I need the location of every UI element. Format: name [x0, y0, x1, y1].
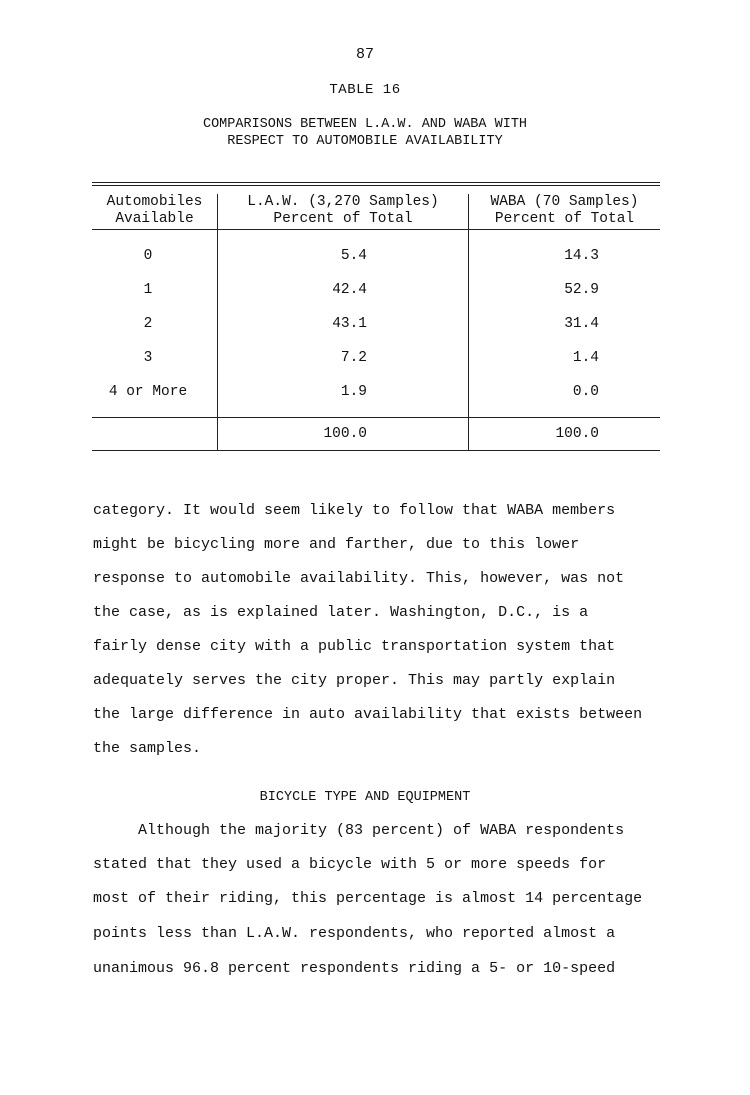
table-cell: 2	[143, 316, 153, 332]
table-cell: 43.1	[332, 316, 367, 332]
table-rule-bottom	[92, 450, 660, 451]
table-title	[0, 116, 730, 150]
table-cell: 42.4	[332, 282, 367, 298]
text-line: Although the majority (83 percent) of WABA respondents	[93, 822, 625, 839]
header-automobiles	[92, 194, 217, 228]
text-line: adequately serves the city proper. This may partly explain	[93, 672, 616, 689]
header-line: Percent of Total	[494, 211, 635, 227]
header-line: Automobiles	[106, 194, 203, 210]
total-cell: 100.0	[323, 426, 367, 442]
table-rule-top	[92, 182, 660, 183]
table-cell: 4 or More	[108, 384, 188, 400]
table-cell: 1.9	[340, 384, 367, 400]
text-line: response to automobile availability. This, however, was not	[93, 570, 625, 587]
table-column-divider	[217, 194, 218, 450]
total-cell: 100.0	[555, 426, 599, 442]
table-title-line: RESPECT TO AUTOMOBILE AVAILABILITY	[227, 134, 503, 149]
header-law	[218, 194, 468, 228]
text-line: most of their riding, this percentage is almost 14 percentage	[93, 890, 643, 907]
text-line: fairly dense city with a public transportation system that	[93, 638, 616, 655]
section-heading: BICYCLE TYPE AND EQUIPMENT	[259, 790, 471, 805]
table-cell: 7.2	[340, 350, 367, 366]
text-line: the large difference in auto availability that exists between	[93, 706, 643, 723]
text-line: unanimous 96.8 percent respondents riding a 5- or 10-speed	[93, 960, 616, 977]
table-label: TABLE 16	[329, 82, 401, 98]
table-cell: 1.4	[572, 350, 599, 366]
text-line: might be bicycling more and farther, due to this lower	[93, 536, 580, 553]
table-title-line: COMPARISONS BETWEEN L.A.W. AND WABA WITH	[202, 117, 528, 132]
table-cell: 0.0	[572, 384, 599, 400]
table-cell: 52.9	[564, 282, 599, 298]
table-rule-top-double	[92, 185, 660, 186]
text-line: category. It would seem likely to follow that WABA members	[93, 502, 616, 519]
page-number: 87	[355, 46, 374, 63]
comparison-table	[92, 182, 660, 454]
table-cell: 14.3	[564, 248, 599, 264]
header-line: Percent of Total	[273, 211, 413, 227]
table-cell: 5.4	[340, 248, 367, 264]
text-line: the case, as is explained later. Washington, D.C., is a	[93, 604, 589, 621]
header-line: Available	[115, 211, 194, 227]
text-line: the samples.	[93, 740, 202, 757]
header-line: WABA (70 Samples)	[490, 194, 639, 210]
table-cell: 3	[143, 350, 153, 366]
table-cell: 1	[143, 282, 153, 298]
text-line: points less than L.A.W. respondents, who reported almost a	[93, 925, 616, 942]
header-waba	[469, 194, 660, 228]
text-line: stated that they used a bicycle with 5 or more speeds for	[93, 856, 607, 873]
table-column-divider	[468, 194, 469, 450]
table-cell: 31.4	[564, 316, 599, 332]
table-cell: 0	[143, 248, 153, 264]
table-rule-total	[92, 417, 660, 418]
header-line: L.A.W. (3,270 Samples)	[247, 194, 439, 210]
table-rule-header	[92, 229, 660, 230]
